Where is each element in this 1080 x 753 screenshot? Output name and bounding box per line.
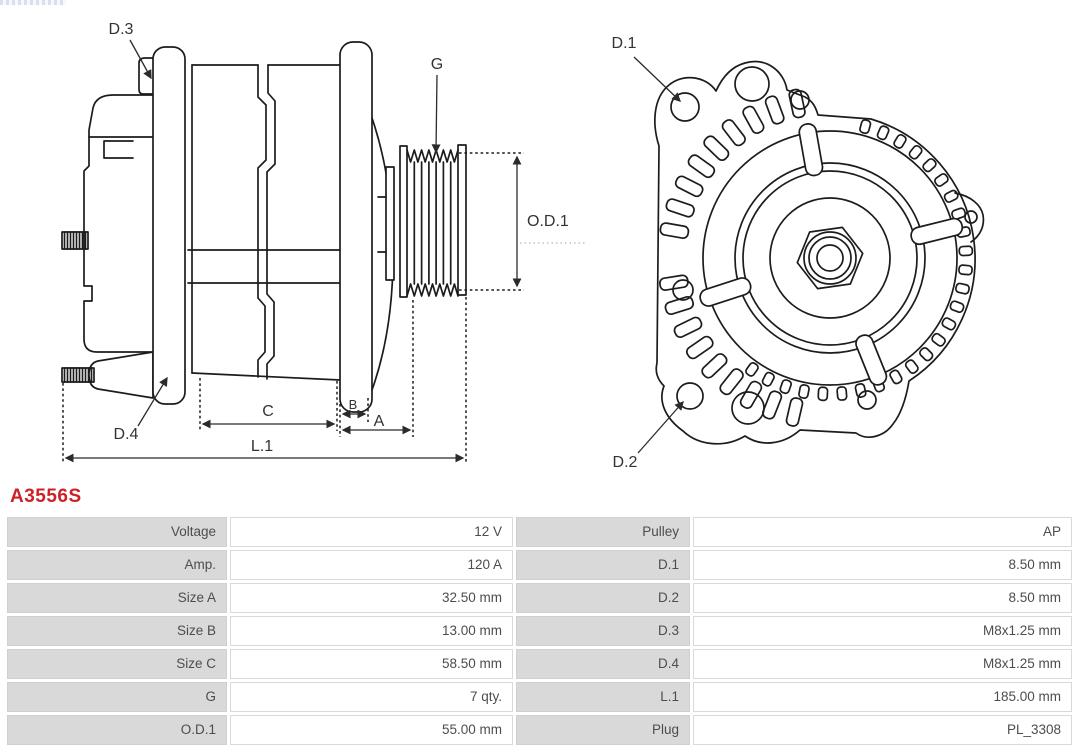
front-view xyxy=(612,35,984,471)
label-b: B xyxy=(348,397,358,412)
spec-value: 120 A xyxy=(230,550,513,580)
spec-label: Pulley xyxy=(516,517,690,547)
side-view xyxy=(62,21,585,462)
label-d1: D.1 xyxy=(611,35,637,52)
spec-value: 12 V xyxy=(230,517,513,547)
spec-value: 8.50 mm xyxy=(693,550,1072,580)
spec-value: M8x1.25 mm xyxy=(693,616,1072,646)
spec-value: PL_3308 xyxy=(693,715,1072,745)
spec-label: Amp. xyxy=(7,550,227,580)
spec-label: G xyxy=(7,682,227,712)
label-d4: D.4 xyxy=(113,426,139,443)
spec-label: D.2 xyxy=(516,583,690,613)
label-d3: D.3 xyxy=(108,21,134,38)
mounting-ear-d3 xyxy=(139,58,153,94)
spec-value: AP xyxy=(693,517,1072,547)
spec-label: L.1 xyxy=(516,682,690,712)
spec-label: Size B xyxy=(7,616,227,646)
spec-label: Voltage xyxy=(7,517,227,547)
spec-value: 8.50 mm xyxy=(693,583,1072,613)
front-bracket xyxy=(340,42,372,412)
label-d2: D.2 xyxy=(612,454,638,471)
leader-d2 xyxy=(638,402,683,453)
shaft-nut xyxy=(793,225,866,291)
stator-body xyxy=(188,65,340,380)
label-g: G xyxy=(430,56,444,73)
label-l1: L.1 xyxy=(250,438,274,455)
spec-value: M8x1.25 mm xyxy=(693,649,1072,679)
spec-value: 58.50 mm xyxy=(230,649,513,679)
label-c: C xyxy=(262,403,274,420)
thread-hatching xyxy=(65,232,92,382)
spec-value: 185.00 mm xyxy=(693,682,1072,712)
spec-label: O.D.1 xyxy=(7,715,227,745)
spec-value: 32.50 mm xyxy=(230,583,513,613)
spec-label: D.1 xyxy=(516,550,690,580)
spec-table xyxy=(7,517,1072,745)
spec-label: D.3 xyxy=(516,616,690,646)
rear-bracket xyxy=(153,47,185,404)
spec-label: Plug xyxy=(516,715,690,745)
spec-label: Size A xyxy=(7,583,227,613)
label-a: A xyxy=(373,413,385,430)
leader-d3 xyxy=(130,40,151,78)
label-od1: O.D.1 xyxy=(527,213,569,230)
leader-g xyxy=(436,75,437,152)
spec-value: 13.00 mm xyxy=(230,616,513,646)
shaft-washer xyxy=(386,167,394,280)
spec-value: 55.00 mm xyxy=(230,715,513,745)
spec-value: 7 qty. xyxy=(230,682,513,712)
spec-label: D.4 xyxy=(516,649,690,679)
rear-housing xyxy=(84,95,153,352)
hole-top xyxy=(735,67,769,101)
stud-boss xyxy=(89,352,153,398)
leader-d1 xyxy=(634,57,680,101)
spec-label: Size C xyxy=(7,649,227,679)
part-number: A3556S xyxy=(10,486,82,507)
pulley xyxy=(400,145,466,297)
